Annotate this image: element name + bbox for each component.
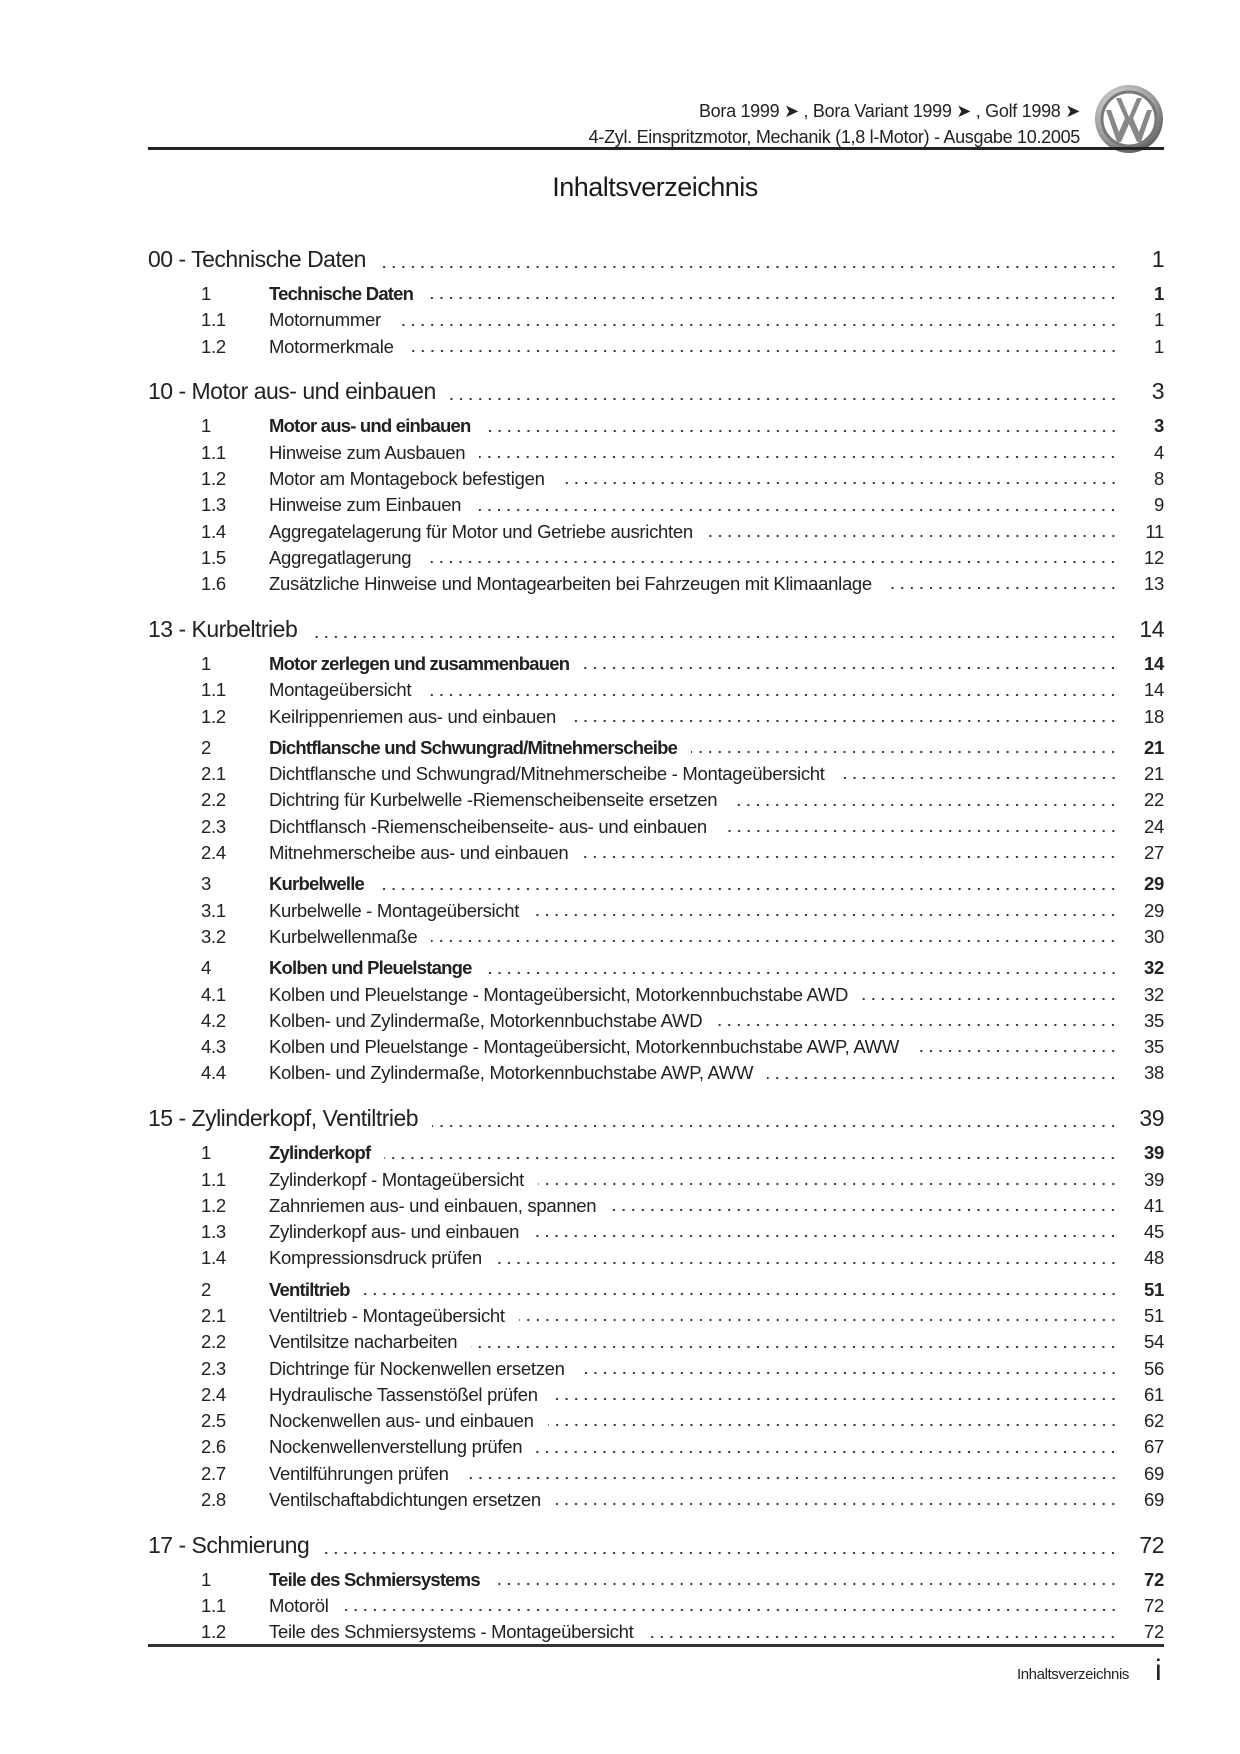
entry-title: Kolben- und Zylindermaße, Motorkennbuchstabe AWD	[269, 1009, 703, 1031]
entry-page-number: 14	[1139, 615, 1164, 642]
entry-number: 2.4	[201, 842, 226, 864]
entry-title: Hinweise zum Ausbauen	[269, 441, 466, 463]
entry-number: 2.2	[201, 1331, 226, 1353]
toc-group	[148, 413, 1164, 597]
toc-section-heading[interactable]	[148, 243, 1164, 276]
toc-chapter-entry[interactable]	[148, 735, 1164, 761]
toc-entry[interactable]	[148, 1382, 1164, 1408]
dot-leader	[479, 454, 1118, 460]
dot-leader	[427, 295, 1118, 301]
dot-leader	[707, 533, 1118, 539]
entry-title: Dichtflansch -Riemenscheibenseite- aus- und einbauen	[269, 815, 707, 837]
entry-title: Kolben und Pleuelstange - Montageübersicht, Motorkennbuchstabe AWD	[269, 983, 849, 1005]
entry-number: 2	[201, 1278, 211, 1300]
entry-page-number: 67	[1144, 1436, 1164, 1458]
toc-section	[148, 1102, 1164, 1513]
entry-page-number: 51	[1144, 1305, 1164, 1326]
entry-page-number: 21	[1144, 763, 1164, 785]
toc-entry[interactable]	[148, 1619, 1164, 1645]
dot-leader	[570, 718, 1118, 724]
entry-number: 1	[201, 415, 211, 437]
toc-entry[interactable]	[148, 1434, 1164, 1460]
toc-group	[148, 1277, 1164, 1514]
entry-page-number: 69	[1144, 1489, 1164, 1511]
toc-entry[interactable]	[148, 1329, 1164, 1355]
entry-page-number: 48	[1144, 1247, 1164, 1269]
toc-chapter-entry[interactable]	[148, 1567, 1164, 1593]
entry-title: Aggregatlagerung	[269, 546, 412, 568]
entry-number: 4	[201, 957, 211, 979]
toc-entry[interactable]	[148, 677, 1164, 703]
entry-page-number: 61	[1144, 1383, 1164, 1405]
entry-title: Motormerkmale	[269, 335, 394, 357]
entry-title: Aggregatelagerung für Motor und Getriebe ausrichten	[269, 520, 693, 542]
toc-entry[interactable]	[148, 840, 1164, 866]
toc-group	[148, 651, 1164, 730]
entry-number: 1.2	[201, 467, 226, 489]
entry-number: 1.1	[201, 1595, 226, 1617]
entry-number: 1.1	[201, 309, 226, 331]
entry-title: Zahnriemen aus- und einbauen, spannen	[269, 1194, 597, 1216]
dot-leader	[767, 1075, 1118, 1081]
entry-number: 1.4	[201, 1247, 226, 1269]
toc-group	[148, 955, 1164, 1086]
entry-number: 2.4	[201, 1383, 226, 1405]
toc-chapter-entry[interactable]	[148, 413, 1164, 439]
entry-title: Zylinderkopf - Montageübersicht	[269, 1168, 524, 1190]
entry-number: 4.4	[201, 1062, 226, 1084]
entry-title: Zylinderkopf aus- und einbauen	[269, 1221, 520, 1243]
dot-leader	[536, 1449, 1118, 1455]
dot-leader	[647, 1634, 1118, 1640]
entry-title: Kolben- und Zylindermaße, Motorkennbuchstabe AWP, AWW	[269, 1062, 754, 1084]
dot-leader	[432, 1123, 1118, 1129]
entry-page-number: 8	[1154, 467, 1164, 489]
entry-page-number: 24	[1144, 815, 1164, 837]
toc-entry[interactable]	[148, 571, 1164, 597]
dot-leader	[311, 634, 1118, 640]
toc-section	[148, 243, 1164, 360]
entry-number: 2	[201, 736, 211, 758]
dot-leader	[425, 692, 1118, 698]
entry-number: 4.2	[201, 1009, 226, 1031]
entry-title: Hydraulische Tassenstößel prüfen	[269, 1383, 538, 1405]
entry-page-number: 12	[1144, 546, 1164, 568]
entry-number: 1.2	[201, 1194, 226, 1216]
entry-page-number: 35	[1144, 1009, 1164, 1031]
entry-number: 2.6	[201, 1436, 226, 1458]
dot-leader	[552, 1396, 1118, 1402]
toc-entry[interactable]	[148, 1593, 1164, 1619]
page-title: Inhaltsverzeichnis	[552, 172, 758, 202]
entry-title: Motor zerlegen und zusammenbauen	[269, 652, 570, 674]
toc-entry[interactable]	[148, 1461, 1164, 1487]
toc-chapter-entry[interactable]	[148, 955, 1164, 981]
entry-page-number: 45	[1144, 1221, 1164, 1243]
entry-page-number: 56	[1144, 1357, 1164, 1379]
entry-page-number: 13	[1144, 573, 1164, 595]
toc-entry[interactable]	[148, 1167, 1164, 1193]
dot-leader	[463, 1475, 1118, 1481]
entry-title: Motor aus- und einbauen	[269, 415, 471, 437]
dot-leader	[538, 1181, 1118, 1187]
toc-entry[interactable]	[148, 1408, 1164, 1434]
toc-chapter-entry[interactable]	[148, 871, 1164, 897]
entry-number: 3	[201, 873, 211, 895]
entry-title: Kurbelwelle	[269, 873, 365, 895]
dot-leader	[486, 970, 1118, 976]
toc-section-heading[interactable]	[148, 613, 1164, 646]
entry-title: Kurbelwelle - Montageübersicht	[269, 899, 520, 921]
entry-title: Nockenwellen aus- und einbauen	[269, 1410, 534, 1432]
toc-entry[interactable]	[148, 787, 1164, 813]
dot-leader	[519, 1317, 1118, 1323]
entry-page-number: 39	[1144, 1168, 1164, 1190]
toc-entry[interactable]	[148, 1487, 1164, 1513]
toc-chapter-entry[interactable]	[148, 1277, 1164, 1303]
entry-page-number: 69	[1144, 1462, 1164, 1484]
entry-title: Ventiltrieb - Montageübersicht	[269, 1305, 505, 1326]
entry-title: Motoröl	[269, 1595, 329, 1617]
toc-entry[interactable]	[148, 761, 1164, 787]
dot-leader	[431, 938, 1118, 944]
entry-page-number: 32	[1144, 957, 1164, 979]
toc-entry[interactable]	[148, 519, 1164, 545]
entry-page-number: 14	[1144, 652, 1164, 674]
entry-page-number: 30	[1144, 925, 1164, 947]
entry-number: 2.5	[201, 1410, 226, 1432]
entry-number: 2.2	[201, 789, 226, 811]
entry-number: 2.1	[201, 1305, 226, 1326]
footer-label: Inhaltsverzeichnis	[1016, 1666, 1129, 1683]
dot-leader	[378, 886, 1118, 892]
entry-title: Ventiltrieb	[269, 1278, 350, 1300]
toc-section-heading[interactable]	[148, 1102, 1164, 1135]
dot-leader	[583, 665, 1118, 671]
entry-number: 4.3	[201, 1036, 226, 1058]
entry-page-number: 35	[1144, 1036, 1164, 1058]
dot-leader	[496, 1260, 1118, 1266]
entry-page-number: 39	[1144, 1142, 1164, 1164]
entry-page-number: 54	[1144, 1331, 1164, 1353]
dot-leader	[380, 264, 1118, 270]
toc-entry[interactable]	[148, 898, 1164, 924]
dot-leader	[384, 1155, 1118, 1161]
dot-leader	[364, 1291, 1118, 1297]
entry-title: Ventilschaftabdichtungen ersetzen	[269, 1489, 541, 1511]
entry-number: 1	[201, 283, 211, 304]
entry-title: 10 - Motor aus- und einbauen	[148, 378, 436, 405]
entry-title: Nockenwellenverstellung prüfen	[269, 1436, 523, 1458]
dot-leader	[555, 1501, 1118, 1507]
entry-number: 1.3	[201, 1221, 226, 1243]
entry-number: 1	[201, 1142, 211, 1164]
entry-number: 1	[201, 1568, 211, 1590]
entry-number: 1.3	[201, 494, 226, 516]
entry-number: 1.2	[201, 1621, 226, 1643]
entry-number: 3.2	[201, 925, 226, 947]
dot-leader	[839, 775, 1118, 781]
dot-leader	[485, 428, 1118, 434]
toc-entry[interactable]	[148, 1193, 1164, 1219]
entry-page-number: 72	[1144, 1621, 1164, 1643]
dot-leader	[425, 559, 1118, 565]
entry-page-number: 72	[1144, 1568, 1164, 1590]
dot-leader	[408, 348, 1118, 354]
dot-leader	[862, 996, 1118, 1002]
dot-leader	[731, 802, 1118, 808]
entry-title: Kurbelwellenmaße	[269, 925, 418, 947]
entry-title: Teile des Schmiersystems - Montageübersicht	[269, 1621, 634, 1643]
entry-number: 1.1	[201, 1168, 226, 1190]
entry-page-number: 29	[1144, 899, 1164, 921]
entry-title: Teile des Schmiersystems	[269, 1568, 480, 1590]
toc-section	[148, 375, 1164, 597]
entry-title: Montageübersicht	[269, 679, 412, 701]
entry-page-number: 1	[1154, 309, 1164, 331]
entry-title: Kolben und Pleuelstange - Montageübersicht, Motorkennbuchstabe AWP, AWW	[269, 1036, 900, 1058]
vw-logo-icon	[1094, 84, 1164, 154]
entry-page-number: 1	[1154, 283, 1164, 304]
toc-chapter-entry[interactable]	[148, 1140, 1164, 1166]
entry-number: 1.2	[201, 335, 226, 357]
entry-number: 1.1	[201, 679, 226, 701]
entry-title: Dichtflansche und Schwungrad/Mitnehmerscheibe - Montageübersicht	[269, 763, 825, 785]
toc-entry[interactable]	[148, 492, 1164, 518]
toc-entry[interactable]	[148, 814, 1164, 840]
toc-entry[interactable]	[148, 1060, 1164, 1086]
dot-leader	[886, 585, 1118, 591]
entry-page-number: 18	[1144, 705, 1164, 727]
entry-title: 13 - Kurbeltrieb	[148, 615, 298, 642]
header-subtitle: 4-Zyl. Einspritzmotor, Mechanik (1,8 l-Motor) - Ausgabe 10.2005	[588, 127, 1080, 147]
entry-title: 00 - Technische Daten	[148, 246, 366, 272]
entry-number: 1.6	[201, 573, 226, 595]
entry-page-number: 51	[1144, 1278, 1164, 1300]
toc-group	[148, 735, 1164, 866]
dot-leader	[582, 854, 1118, 860]
entry-page-number: 38	[1144, 1062, 1164, 1084]
dot-leader	[533, 1233, 1118, 1239]
toc-section	[148, 1529, 1164, 1646]
entry-page-number: 1	[1151, 246, 1164, 272]
dot-leader	[579, 1370, 1118, 1376]
entry-page-number: 62	[1144, 1410, 1164, 1432]
toc-entry[interactable]	[148, 982, 1164, 1008]
toc-entry[interactable]	[148, 704, 1164, 730]
dot-leader	[471, 1344, 1118, 1350]
dot-leader	[721, 828, 1118, 834]
entry-title: Mitnehmerscheibe aus- und einbauen	[269, 842, 569, 864]
entry-title: Zusätzliche Hinweise und Montagearbeiten bei Fahrzeugen mit Klimaanlage	[269, 573, 872, 595]
toc-entry[interactable]	[148, 1034, 1164, 1060]
dot-leader	[450, 396, 1118, 402]
entry-title: 17 - Schmierung	[148, 1531, 310, 1558]
entry-page-number: 11	[1145, 520, 1164, 542]
toc-entry[interactable]	[148, 307, 1164, 333]
entry-page-number: 27	[1144, 842, 1164, 864]
dot-leader	[559, 480, 1118, 486]
entry-page-number: 9	[1154, 494, 1164, 516]
dot-leader	[610, 1207, 1118, 1213]
entry-page-number: 39	[1139, 1105, 1164, 1132]
toc-entry[interactable]	[148, 440, 1164, 466]
toc-entry[interactable]	[148, 924, 1164, 950]
toc-chapter-entry[interactable]	[148, 651, 1164, 677]
entry-number: 2.3	[201, 1357, 226, 1379]
entry-number: 2.8	[201, 1489, 226, 1511]
dot-leader	[323, 1550, 1118, 1556]
entry-number: 2.7	[201, 1462, 226, 1484]
entry-page-number: 72	[1144, 1595, 1164, 1617]
entry-number: 1.1	[201, 441, 226, 463]
entry-number: 2.3	[201, 815, 226, 837]
entry-page-number: 3	[1151, 378, 1164, 405]
entry-number: 2.1	[201, 763, 226, 785]
dot-leader	[691, 749, 1118, 755]
entry-title: Motor am Montagebock befestigen	[269, 467, 545, 489]
toc-section	[148, 613, 1164, 1087]
entry-title: Dichtring für Kurbelwelle -Riemenscheibenseite ersetzen	[269, 789, 718, 811]
entry-number: 1.5	[201, 546, 226, 568]
footer-rule	[148, 1644, 1164, 1647]
toc-entry[interactable]	[148, 1356, 1164, 1382]
entry-page-number: 3	[1154, 415, 1164, 437]
dot-leader	[494, 1581, 1118, 1587]
toc-entry[interactable]	[148, 1219, 1164, 1245]
entry-title: Technische Daten	[269, 283, 414, 304]
toc-entry[interactable]	[148, 1245, 1164, 1271]
toc-entry[interactable]	[148, 1303, 1164, 1329]
toc-section-heading[interactable]	[148, 375, 1164, 408]
entry-page-number: 14	[1144, 679, 1164, 701]
entry-page-number: 1	[1154, 335, 1164, 357]
toc-entry[interactable]	[148, 466, 1164, 492]
toc-entry[interactable]	[148, 545, 1164, 571]
footer-page-number: i	[1155, 1654, 1162, 1687]
dot-leader	[913, 1048, 1118, 1054]
toc-section-heading[interactable]	[148, 1529, 1164, 1562]
entry-title: Kompressionsdruck prüfen	[269, 1247, 482, 1269]
header-rule	[148, 147, 1164, 150]
dot-leader	[548, 1422, 1118, 1428]
entry-title: Kolben und Pleuelstange	[269, 957, 472, 979]
entry-number: 4.1	[201, 983, 226, 1005]
entry-page-number: 29	[1144, 873, 1164, 895]
entry-title: 15 - Zylinderkopf, Ventiltrieb	[148, 1105, 419, 1132]
entry-number: 1.4	[201, 520, 226, 542]
dot-leader	[716, 1022, 1118, 1028]
table-of-contents	[148, 243, 1164, 1646]
entry-title: Dichtringe für Nockenwellen ersetzen	[269, 1357, 565, 1379]
entry-title: Zylinderkopf	[269, 1142, 371, 1164]
entry-page-number: 22	[1144, 789, 1164, 811]
toc-chapter-entry[interactable]	[148, 281, 1164, 307]
entry-title: Hinweise zum Einbauen	[269, 494, 462, 516]
toc-group	[148, 1140, 1164, 1271]
dot-leader	[533, 912, 1118, 918]
entry-page-number: 72	[1139, 1531, 1164, 1558]
dot-leader	[395, 322, 1118, 328]
entry-page-number: 21	[1144, 736, 1164, 758]
toc-entry[interactable]	[148, 334, 1164, 360]
entry-page-number: 32	[1144, 983, 1164, 1005]
entry-number: 1	[201, 652, 211, 674]
dot-leader	[343, 1607, 1118, 1613]
toc-entry[interactable]	[148, 1008, 1164, 1034]
entry-title: Dichtflansche und Schwungrad/Mitnehmerscheibe	[269, 736, 678, 758]
entry-page-number: 41	[1144, 1194, 1164, 1216]
entry-title: Ventilsitze nacharbeiten	[269, 1331, 458, 1353]
entry-number: 1.2	[201, 705, 226, 727]
entry-number: 3.1	[201, 899, 226, 921]
entry-title: Motornummer	[269, 309, 381, 331]
header-models: Bora 1999 ➤ , Bora Variant 1999 ➤ , Golf 1998 ➤	[698, 101, 1080, 121]
entry-page-number: 4	[1154, 441, 1164, 463]
dot-leader	[475, 507, 1118, 513]
toc-group	[148, 281, 1164, 360]
entry-title: Ventilführungen prüfen	[269, 1462, 449, 1484]
toc-group	[148, 1567, 1164, 1646]
entry-title: Keilrippenriemen aus- und einbauen	[269, 705, 557, 727]
toc-group	[148, 871, 1164, 950]
